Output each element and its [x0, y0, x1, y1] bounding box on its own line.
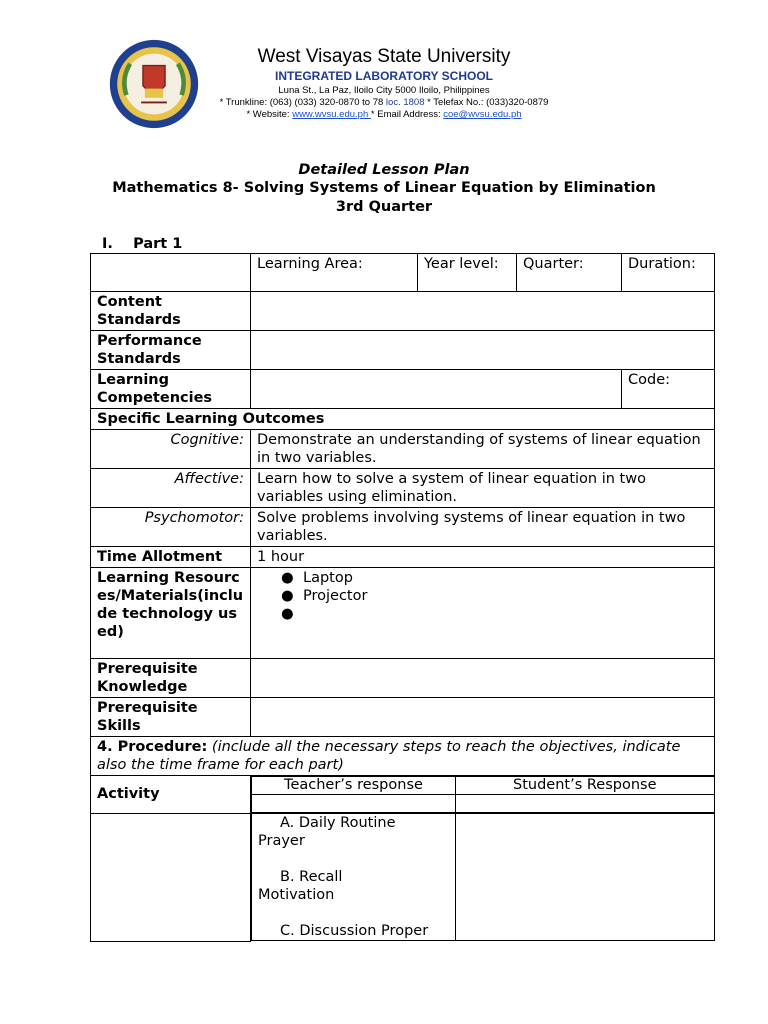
cognitive-text: Demonstrate an understanding of systems of linear equation in two variables. — [251, 430, 715, 469]
response-table — [251, 776, 715, 813]
step-a-sub: Prayer — [258, 833, 305, 849]
specific-outcomes-heading: Specific Learning Outcomes — [91, 409, 715, 430]
psychomotor-label: Psychomotor: — [91, 508, 251, 547]
teacher-response-header: Teacher’s response — [252, 777, 456, 795]
time-allotment-value: 1 hour — [251, 547, 715, 568]
resources-label: Learning Resources/Materials(include technology used) — [91, 568, 251, 659]
procedure-note: (include all the necessary steps to reach the objectives, indicate also the time frame for each part) — [97, 739, 681, 773]
step-b-sub: Motivation — [258, 887, 335, 903]
activity-response-cell — [251, 776, 715, 814]
doc-subject: Mathematics 8- Solving Systems of Linear Equation by Elimination — [112, 180, 656, 196]
cognitive-label: Cognitive: — [91, 430, 251, 469]
list-item: ● Laptop — [281, 569, 708, 587]
prereq-knowledge-field[interactable] — [251, 659, 715, 698]
psychomotor-text: Solve problems involving systems of linear equation in two variables. — [251, 508, 715, 547]
steps-table — [251, 813, 715, 941]
list-item — [281, 605, 708, 623]
learning-competencies-field[interactable] — [251, 370, 622, 409]
university-seal-icon — [108, 38, 200, 130]
prereq-skills-label: Prerequisite Skills — [91, 698, 251, 737]
teacher-steps[interactable] — [252, 814, 456, 941]
learning-competencies-label: Learning Competencies — [91, 370, 251, 409]
affective-label: Affective: — [91, 469, 251, 508]
content-standards-field[interactable] — [251, 292, 715, 331]
procedure-label: 4. Procedure: — [97, 739, 208, 755]
prereq-skills-field[interactable] — [251, 698, 715, 737]
blank-cell — [91, 813, 251, 941]
step-b: B. Recall — [280, 869, 343, 885]
website-link[interactable]: www.wvsu.edu.ph — [292, 109, 371, 120]
code-field[interactable]: Code: — [622, 370, 715, 409]
lesson-plan-table — [90, 253, 715, 942]
list-item: ● Projector — [281, 587, 708, 605]
student-response-header: Student’s Response — [456, 777, 715, 795]
trunkline: * Trunkline: (063) (033) 320-0870 to 78 loc. 1808 * Telefax No.: (033)320-0879 — [219, 97, 549, 108]
content-standards-label: Content Standards — [91, 292, 251, 331]
performance-standards-field[interactable] — [251, 331, 715, 370]
blank-cell[interactable] — [252, 795, 456, 813]
letterhead — [0, 0, 768, 140]
quarter-field[interactable]: Quarter: — [517, 254, 622, 292]
trunkline-loc: loc. 1808 — [385, 97, 425, 108]
address: Luna St., La Paz, Iloilo City 5000 Iloilo, Philippines — [278, 85, 490, 96]
school-name: INTEGRATED LABORATORY SCHOOL — [274, 69, 493, 83]
learning-area-field[interactable]: Learning Area: — [251, 254, 418, 292]
resources-list-cell — [251, 568, 715, 659]
email-link[interactable]: coe@wvsu.edu.ph — [443, 109, 522, 120]
year-level-field[interactable]: Year level: — [418, 254, 517, 292]
affective-text: Learn how to solve a system of linear equation in two variables using elimination. — [251, 469, 715, 508]
prereq-knowledge-label: Prerequisite Knowledge — [91, 659, 251, 698]
duration-field[interactable]: Duration: — [622, 254, 715, 292]
performance-standards-label: Performance Standards — [91, 331, 251, 370]
resources-list — [257, 569, 708, 623]
blank-cell[interactable] — [456, 795, 715, 813]
doc-quarter: 3rd Quarter — [335, 199, 433, 215]
procedure-row — [91, 737, 715, 776]
steps-cell — [251, 813, 715, 941]
step-a: A. Daily Routine — [280, 815, 396, 831]
blank-cell — [91, 254, 251, 292]
doc-title: Detailed Lesson Plan — [298, 162, 470, 178]
step-c: C. Discussion Proper — [280, 923, 429, 939]
time-allotment-label: Time Allotment — [91, 547, 251, 568]
part-heading: I. Part 1 — [102, 236, 183, 252]
university-name: West Visayas State University — [257, 46, 511, 67]
student-steps[interactable] — [456, 814, 715, 941]
activity-label: Activity — [91, 776, 251, 814]
contact-line: * Website: www.wvsu.edu.ph * Email Address: coe@wvsu.edu.ph — [246, 109, 522, 120]
